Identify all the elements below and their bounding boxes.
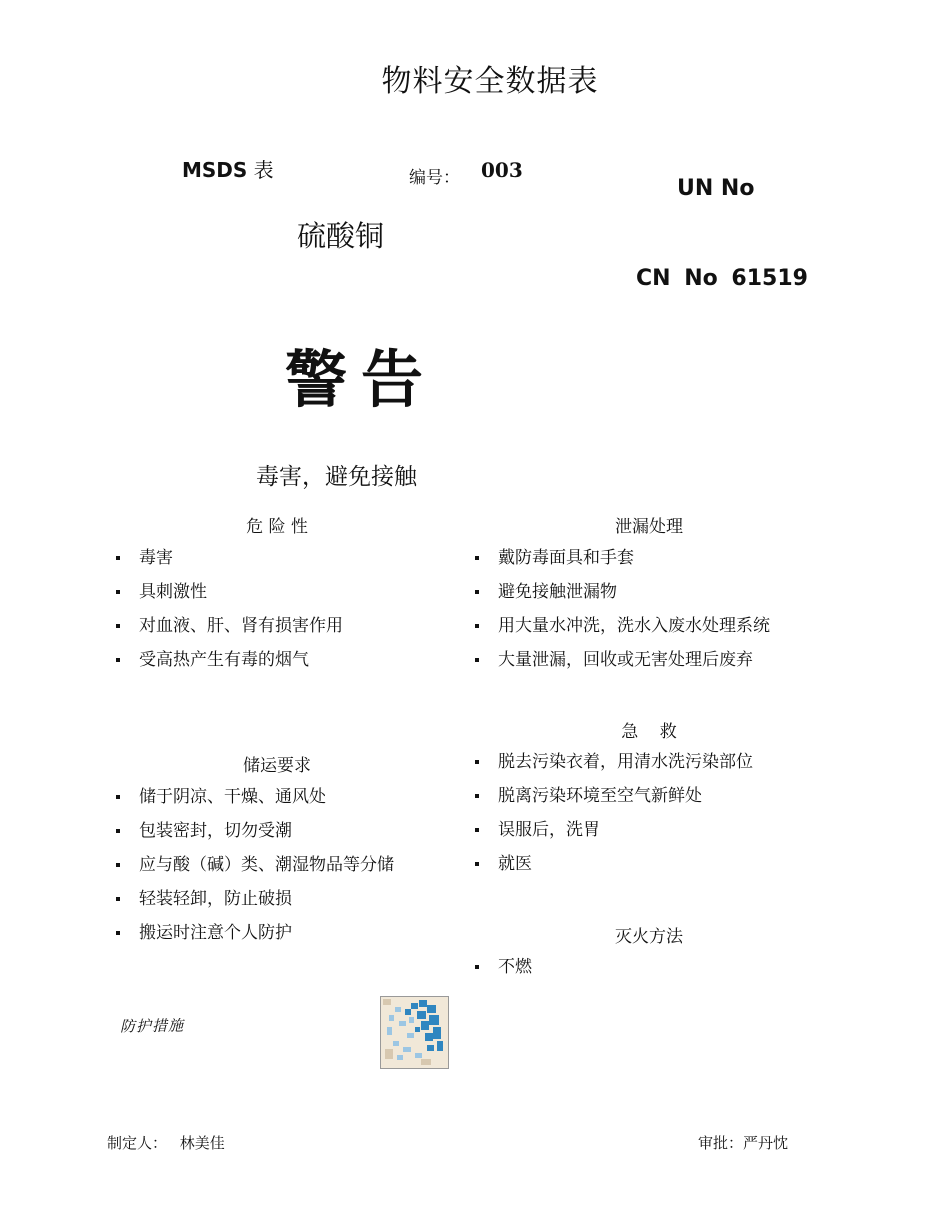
first-aid-section-title: 急 救	[621, 722, 677, 742]
msds-label-suffix: 表	[247, 158, 274, 182]
list-item: 轻装轻卸，防止破损	[115, 882, 394, 916]
protective-measures-label: 防护措施	[119, 1016, 185, 1036]
number-label: 编号：	[409, 168, 460, 188]
list-item: 应与酸（碱）类、潮湿物品等分储	[115, 848, 394, 882]
list-item: 不燃	[474, 950, 532, 984]
cn-number: CN No 61519	[636, 266, 808, 291]
first-aid-list	[474, 745, 753, 881]
hazard-summary: 毒害，避免接触	[256, 464, 417, 490]
list-item: 避免接触泄漏物	[474, 575, 770, 609]
list-item: 用大量水冲洗，洗水入废水处理系统	[474, 609, 770, 643]
chemical-name: 硫酸铜	[297, 219, 385, 253]
fire-list	[474, 950, 532, 984]
danger-section-title: 危 险 性	[246, 517, 308, 537]
list-item: 对血液、肝、肾有损害作用	[115, 609, 343, 643]
list-item: 误服后，洗胃	[474, 813, 753, 847]
approver	[698, 1132, 788, 1153]
danger-list	[115, 541, 343, 677]
msds-label	[182, 154, 274, 183]
list-item: 搬运时注意个人防护	[115, 916, 394, 950]
preparer-name: 林美佳	[179, 1134, 225, 1152]
list-item: 毒害	[115, 541, 343, 575]
un-number: UN No	[677, 176, 755, 201]
list-item: 脱离污染环境至空气新鲜处	[474, 779, 753, 813]
document-title: 物料安全数据表	[381, 64, 599, 99]
list-item: 就医	[474, 847, 753, 881]
leak-list	[474, 541, 770, 677]
list-item: 具刺激性	[115, 575, 343, 609]
face-shield-icon	[380, 996, 449, 1069]
preparer	[107, 1132, 225, 1153]
fire-section-title: 灭火方法	[615, 927, 683, 947]
list-item: 储于阴凉、干燥、通风处	[115, 780, 394, 814]
warning-heading: 警告	[285, 343, 438, 416]
number-value: 003	[481, 158, 523, 182]
list-item: 包装密封，切勿受潮	[115, 814, 394, 848]
list-item: 受高热产生有毒的烟气	[115, 643, 343, 677]
list-item: 脱去污染衣着，用清水洗污染部位	[474, 745, 753, 779]
approver-label: 审批：	[698, 1134, 744, 1152]
msds-label-code: MSDS	[182, 158, 248, 182]
list-item: 戴防毒面具和手套	[474, 541, 770, 575]
list-item: 大量泄漏，回收或无害处理后废弃	[474, 643, 770, 677]
storage-section-title: 储运要求	[243, 756, 311, 776]
storage-list	[115, 780, 394, 950]
leak-section-title: 泄漏处理	[615, 517, 683, 537]
approver-name: 严丹忱	[743, 1134, 789, 1152]
preparer-label: 制定人：	[107, 1134, 168, 1152]
